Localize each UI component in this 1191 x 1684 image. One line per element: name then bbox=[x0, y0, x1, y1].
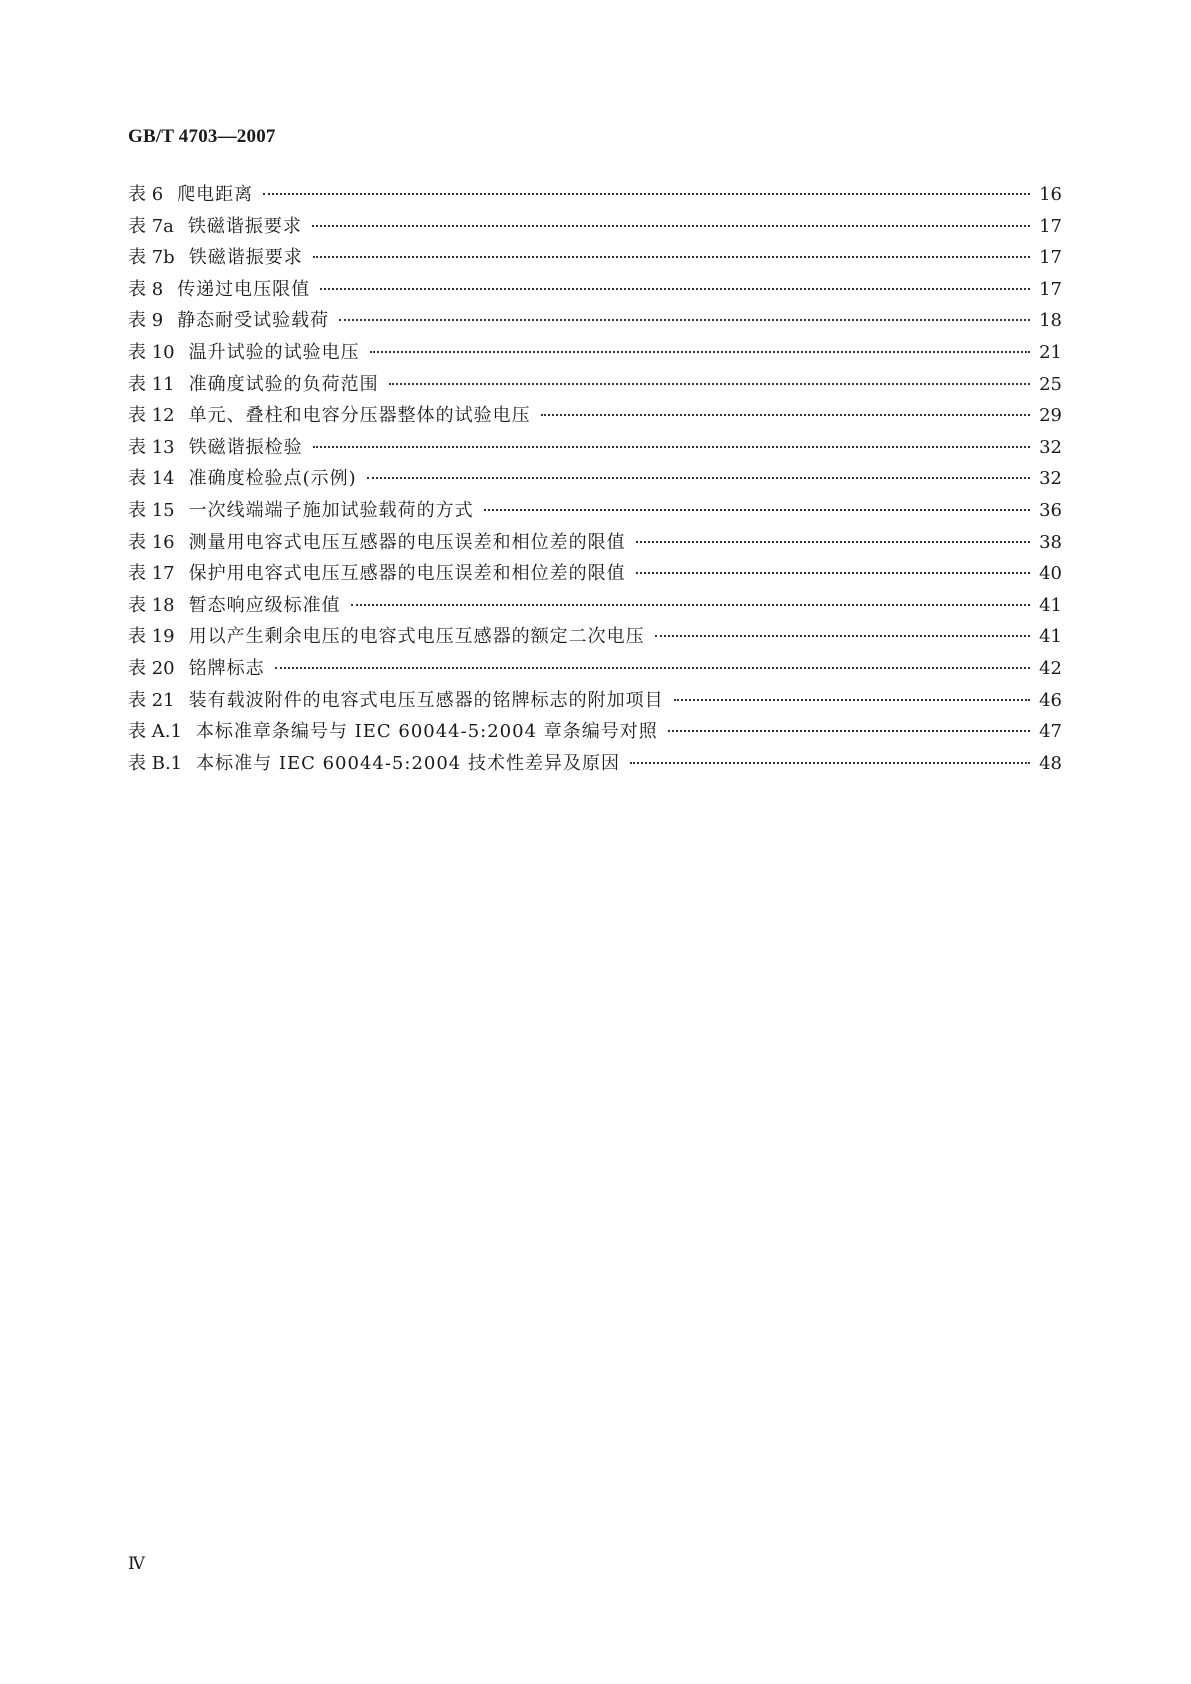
dot-leader bbox=[313, 256, 1030, 258]
toc-entry-table-13[interactable] bbox=[128, 433, 1062, 465]
toc-entry-table-16[interactable] bbox=[128, 528, 1062, 560]
toc-entry-title: 本标准与 IEC 60044-5:2004 技术性差异及原因 bbox=[196, 752, 620, 774]
toc-entry-page: 25 bbox=[1039, 373, 1062, 395]
toc-entry-page: 17 bbox=[1039, 247, 1062, 269]
dot-leader bbox=[339, 319, 1030, 321]
toc-entry-table-6[interactable] bbox=[128, 180, 1062, 212]
toc-entry-table-7a[interactable] bbox=[128, 212, 1062, 244]
toc-entry-number: 表 10 bbox=[128, 341, 175, 363]
toc-entry-title: 测量用电容式电压互感器的电压误差和相位差的限值 bbox=[188, 531, 626, 553]
toc-entry-number: 表 17 bbox=[128, 563, 175, 585]
toc-entry-table-20[interactable] bbox=[128, 654, 1062, 686]
dot-leader bbox=[484, 509, 1030, 511]
toc-entry-page: 32 bbox=[1039, 436, 1062, 458]
toc-entry-title: 铁磁谐振要求 bbox=[188, 247, 303, 269]
toc-entry-table-b1[interactable] bbox=[128, 749, 1062, 781]
dot-leader bbox=[636, 541, 1030, 543]
toc-entry-number: 表 A.1 bbox=[128, 721, 182, 743]
toc-entry-title: 铁磁谐振要求 bbox=[187, 215, 302, 237]
toc-entry-page: 46 bbox=[1039, 689, 1062, 711]
toc-entry-page: 41 bbox=[1039, 626, 1062, 648]
toc-entry-number: 表 9 bbox=[128, 310, 164, 332]
toc-entry-number: 表 6 bbox=[128, 184, 164, 205]
toc-entry-title: 本标准章条编号与 IEC 60044-5:2004 章条编号对照 bbox=[195, 721, 658, 743]
dot-leader bbox=[367, 477, 1030, 479]
toc-entry-title: 温升试验的试验电压 bbox=[188, 341, 360, 363]
toc-entry-table-a1[interactable] bbox=[128, 717, 1062, 749]
toc-entry-title: 保护用电容式电压互感器的电压误差和相位差的限值 bbox=[188, 563, 626, 585]
toc-entry-number: 表 19 bbox=[128, 626, 175, 648]
toc-entry-title: 传递过电压限值 bbox=[177, 278, 311, 300]
toc-entry-number: 表 18 bbox=[128, 594, 175, 616]
toc-entry-number: 表 7a bbox=[128, 215, 174, 237]
page-number: Ⅳ bbox=[128, 1554, 145, 1574]
toc-entry-table-18[interactable] bbox=[128, 591, 1062, 623]
dot-leader bbox=[312, 225, 1030, 227]
toc-entry-table-10[interactable] bbox=[128, 338, 1062, 370]
table-of-contents bbox=[128, 180, 1062, 780]
toc-entry-page: 42 bbox=[1039, 657, 1062, 679]
dot-leader bbox=[636, 572, 1030, 574]
toc-entry-page: 38 bbox=[1039, 531, 1062, 553]
toc-entry-page: 17 bbox=[1039, 215, 1062, 237]
dot-leader bbox=[370, 351, 1030, 353]
toc-entry-number: 表 15 bbox=[128, 499, 175, 521]
dot-leader bbox=[275, 667, 1030, 669]
toc-entry-page: 47 bbox=[1039, 721, 1062, 743]
toc-entry-page: 21 bbox=[1039, 341, 1062, 363]
toc-entry-title: 一次线端端子施加试验载荷的方式 bbox=[188, 499, 474, 521]
toc-entry-page: 48 bbox=[1039, 752, 1062, 774]
toc-entry-table-8[interactable] bbox=[128, 275, 1062, 307]
toc-entry-number: 表 11 bbox=[128, 373, 175, 395]
toc-entry-page: 18 bbox=[1039, 310, 1062, 332]
toc-entry-title: 暂态响应级标准值 bbox=[188, 594, 341, 616]
dot-leader bbox=[630, 762, 1030, 764]
toc-entry-table-11[interactable] bbox=[128, 370, 1062, 402]
dot-leader bbox=[351, 604, 1030, 606]
dot-leader bbox=[668, 730, 1030, 732]
toc-entry-title: 爬电距离 bbox=[177, 184, 254, 205]
toc-entry-number: 表 B.1 bbox=[128, 752, 183, 774]
toc-entry-table-9[interactable] bbox=[128, 306, 1062, 338]
toc-entry-page: 32 bbox=[1039, 468, 1062, 490]
toc-entry-number: 表 16 bbox=[128, 531, 175, 553]
toc-entry-number: 表 14 bbox=[128, 468, 175, 490]
toc-entry-number: 表 20 bbox=[128, 657, 175, 679]
toc-entry-page: 16 bbox=[1039, 184, 1062, 205]
toc-entry-table-14[interactable] bbox=[128, 464, 1062, 496]
toc-entry-number: 表 8 bbox=[128, 278, 164, 300]
toc-entry-title: 单元、叠柱和电容分压器整体的试验电压 bbox=[188, 405, 531, 427]
toc-entry-table-15[interactable] bbox=[128, 496, 1062, 528]
toc-entry-title: 准确度检验点(示例) bbox=[188, 468, 357, 490]
toc-entry-table-17[interactable] bbox=[128, 559, 1062, 591]
toc-entry-page: 17 bbox=[1039, 278, 1062, 300]
toc-entry-page: 36 bbox=[1039, 499, 1062, 521]
dot-leader bbox=[263, 193, 1030, 195]
toc-entry-title: 铁磁谐振检验 bbox=[188, 436, 303, 458]
toc-entry-table-19[interactable] bbox=[128, 622, 1062, 654]
toc-entry-table-12[interactable] bbox=[128, 401, 1062, 433]
toc-entry-number: 表 12 bbox=[128, 405, 175, 427]
toc-entry-page: 40 bbox=[1039, 563, 1062, 585]
toc-entry-table-21[interactable] bbox=[128, 686, 1062, 718]
toc-entry-number: 表 13 bbox=[128, 436, 175, 458]
toc-entry-number: 表 21 bbox=[128, 689, 175, 711]
dot-leader bbox=[655, 635, 1030, 637]
toc-entry-number: 表 7b bbox=[128, 247, 175, 269]
toc-entry-title: 准确度试验的负荷范围 bbox=[188, 373, 379, 395]
toc-entry-page: 29 bbox=[1039, 405, 1062, 427]
toc-entry-title: 静态耐受试验载荷 bbox=[177, 310, 330, 332]
toc-entry-title: 铭牌标志 bbox=[188, 657, 265, 679]
toc-entry-title: 用以产生剩余电压的电容式电压互感器的额定二次电压 bbox=[188, 626, 645, 648]
dot-leader bbox=[541, 414, 1030, 416]
toc-entry-page: 41 bbox=[1039, 594, 1062, 616]
toc-entry-table-7b[interactable] bbox=[128, 243, 1062, 275]
dot-leader bbox=[320, 288, 1030, 290]
toc-entry-title: 装有载波附件的电容式电压互感器的铭牌标志的附加项目 bbox=[188, 689, 664, 711]
standard-number: GB/T 4703—2007 bbox=[128, 126, 276, 147]
dot-leader bbox=[313, 446, 1030, 448]
dot-leader bbox=[389, 383, 1030, 385]
dot-leader bbox=[674, 699, 1030, 701]
